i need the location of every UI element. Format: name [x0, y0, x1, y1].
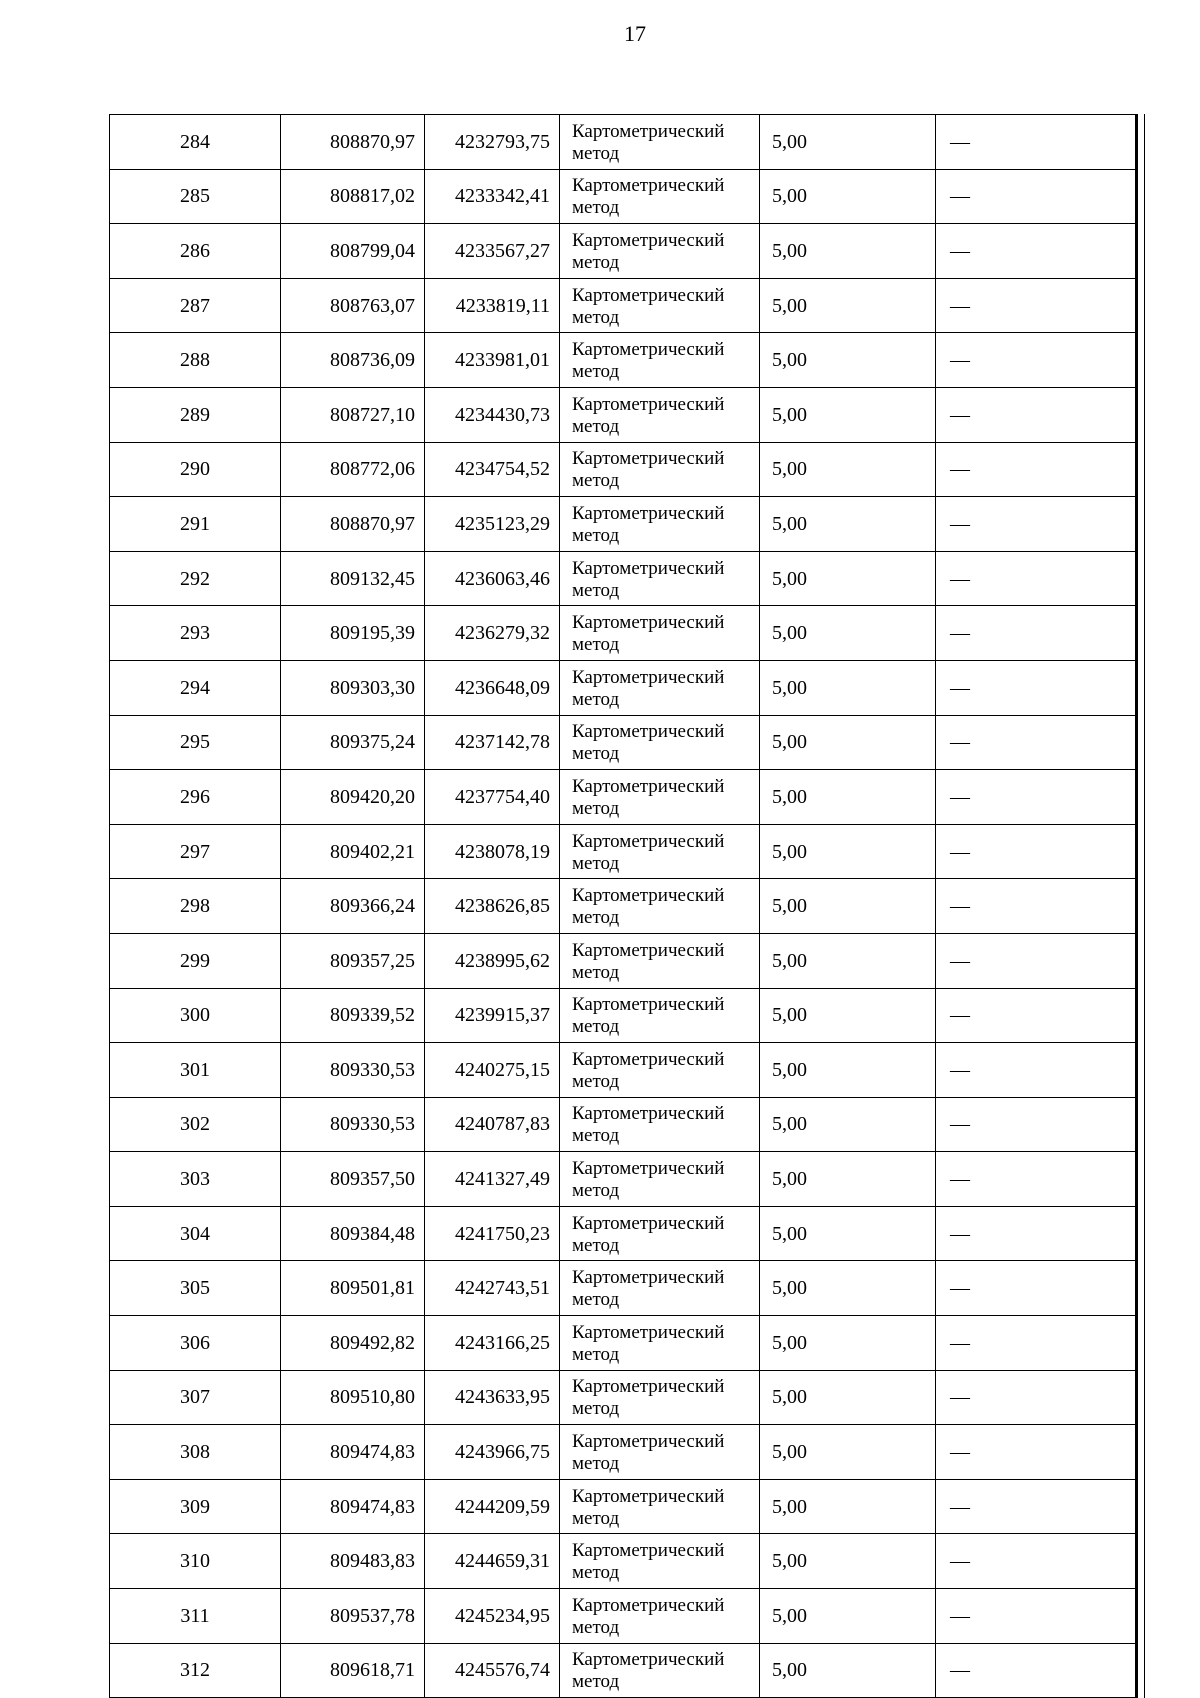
method-cell: Картометрический метод — [560, 1589, 760, 1644]
x-coordinate-cell: 809330,53 — [281, 1097, 425, 1152]
method-cell: Картометрический метод — [560, 824, 760, 879]
note-cell: — — [936, 879, 1137, 934]
method-cell: Картометрический метод — [560, 1370, 760, 1425]
accuracy-cell: 5,00 — [760, 1370, 936, 1425]
accuracy-cell: 5,00 — [760, 933, 936, 988]
accuracy-cell: 5,00 — [760, 660, 936, 715]
coordinates-table — [109, 114, 1138, 1698]
point-number-cell: 293 — [110, 606, 281, 661]
accuracy-cell: 5,00 — [760, 1043, 936, 1098]
table-row — [110, 1316, 1137, 1371]
accuracy-cell: 5,00 — [760, 497, 936, 552]
x-coordinate-cell: 809303,30 — [281, 660, 425, 715]
x-coordinate-cell: 809339,52 — [281, 988, 425, 1043]
table-row — [110, 1261, 1137, 1316]
method-cell: Картометрический метод — [560, 933, 760, 988]
point-number-cell: 298 — [110, 879, 281, 934]
table-row — [110, 824, 1137, 879]
x-coordinate-cell: 809357,50 — [281, 1152, 425, 1207]
x-coordinate-cell: 809132,45 — [281, 551, 425, 606]
y-coordinate-cell: 4245234,95 — [425, 1589, 560, 1644]
method-cell: Картометрический метод — [560, 1316, 760, 1371]
y-coordinate-cell: 4245576,74 — [425, 1643, 560, 1698]
y-coordinate-cell: 4240787,83 — [425, 1097, 560, 1152]
point-number-cell: 311 — [110, 1589, 281, 1644]
y-coordinate-cell: 4239915,37 — [425, 988, 560, 1043]
point-number-cell: 302 — [110, 1097, 281, 1152]
x-coordinate-cell: 809384,48 — [281, 1206, 425, 1261]
table-row — [110, 1425, 1137, 1480]
page-number: 17 — [624, 21, 646, 46]
y-coordinate-cell: 4238078,19 — [425, 824, 560, 879]
accuracy-cell: 5,00 — [760, 988, 936, 1043]
note-cell: — — [936, 715, 1137, 770]
method-cell: Картометрический метод — [560, 1534, 760, 1589]
table-row — [110, 1534, 1137, 1589]
accuracy-cell: 5,00 — [760, 1261, 936, 1316]
y-coordinate-cell: 4241750,23 — [425, 1206, 560, 1261]
point-number-cell: 312 — [110, 1643, 281, 1698]
point-number-cell: 294 — [110, 660, 281, 715]
x-coordinate-cell: 809618,71 — [281, 1643, 425, 1698]
y-coordinate-cell: 4241327,49 — [425, 1152, 560, 1207]
point-number-cell: 297 — [110, 824, 281, 879]
y-coordinate-cell: 4242743,51 — [425, 1261, 560, 1316]
table-row — [110, 387, 1137, 442]
method-cell: Картометрический метод — [560, 988, 760, 1043]
note-cell: — — [936, 442, 1137, 497]
method-cell: Картометрический метод — [560, 442, 760, 497]
point-number-cell: 306 — [110, 1316, 281, 1371]
table-row — [110, 115, 1137, 170]
table-row — [110, 988, 1137, 1043]
note-cell: — — [936, 169, 1137, 224]
accuracy-cell: 5,00 — [760, 115, 936, 170]
accuracy-cell: 5,00 — [760, 715, 936, 770]
note-cell: — — [936, 1479, 1137, 1534]
table-row — [110, 1479, 1137, 1534]
x-coordinate-cell: 809195,39 — [281, 606, 425, 661]
y-coordinate-cell: 4236063,46 — [425, 551, 560, 606]
table-row — [110, 1097, 1137, 1152]
point-number-cell: 310 — [110, 1534, 281, 1589]
point-number-cell: 308 — [110, 1425, 281, 1480]
note-cell: — — [936, 1043, 1137, 1098]
note-cell: — — [936, 1097, 1137, 1152]
method-cell: Картометрический метод — [560, 497, 760, 552]
note-cell: — — [936, 770, 1137, 825]
table-row — [110, 497, 1137, 552]
x-coordinate-cell: 809357,25 — [281, 933, 425, 988]
accuracy-cell: 5,00 — [760, 333, 936, 388]
table-row — [110, 879, 1137, 934]
method-cell: Картометрический метод — [560, 1425, 760, 1480]
x-coordinate-cell: 809537,78 — [281, 1589, 425, 1644]
accuracy-cell: 5,00 — [760, 551, 936, 606]
table-row — [110, 1370, 1137, 1425]
accuracy-cell: 5,00 — [760, 770, 936, 825]
point-number-cell: 301 — [110, 1043, 281, 1098]
point-number-cell: 303 — [110, 1152, 281, 1207]
method-cell: Картометрический метод — [560, 1043, 760, 1098]
point-number-cell: 290 — [110, 442, 281, 497]
y-coordinate-cell: 4244659,31 — [425, 1534, 560, 1589]
point-number-cell: 285 — [110, 169, 281, 224]
method-cell: Картометрический метод — [560, 879, 760, 934]
note-cell: — — [936, 333, 1137, 388]
accuracy-cell: 5,00 — [760, 1643, 936, 1698]
y-coordinate-cell: 4233819,11 — [425, 278, 560, 333]
method-cell: Картометрический метод — [560, 606, 760, 661]
table-row — [110, 1643, 1137, 1698]
coordinates-table-body — [110, 115, 1137, 1698]
accuracy-cell: 5,00 — [760, 606, 936, 661]
x-coordinate-cell: 809501,81 — [281, 1261, 425, 1316]
method-cell: Картометрический метод — [560, 1152, 760, 1207]
accuracy-cell: 5,00 — [760, 1589, 936, 1644]
note-cell: — — [936, 278, 1137, 333]
method-cell: Картометрический метод — [560, 1206, 760, 1261]
y-coordinate-cell: 4237142,78 — [425, 715, 560, 770]
accuracy-cell: 5,00 — [760, 387, 936, 442]
y-coordinate-cell: 4236648,09 — [425, 660, 560, 715]
x-coordinate-cell: 809510,80 — [281, 1370, 425, 1425]
accuracy-cell: 5,00 — [760, 442, 936, 497]
y-coordinate-cell: 4238626,85 — [425, 879, 560, 934]
note-cell: — — [936, 115, 1137, 170]
note-cell: — — [936, 497, 1137, 552]
y-coordinate-cell: 4235123,29 — [425, 497, 560, 552]
point-number-cell: 305 — [110, 1261, 281, 1316]
y-coordinate-cell: 4240275,15 — [425, 1043, 560, 1098]
point-number-cell: 307 — [110, 1370, 281, 1425]
point-number-cell: 300 — [110, 988, 281, 1043]
y-coordinate-cell: 4233981,01 — [425, 333, 560, 388]
method-cell: Картометрический метод — [560, 169, 760, 224]
method-cell: Картометрический метод — [560, 660, 760, 715]
note-cell: — — [936, 1206, 1137, 1261]
x-coordinate-cell: 809366,24 — [281, 879, 425, 934]
accuracy-cell: 5,00 — [760, 879, 936, 934]
note-cell: — — [936, 551, 1137, 606]
point-number-cell: 291 — [110, 497, 281, 552]
point-number-cell: 288 — [110, 333, 281, 388]
point-number-cell: 289 — [110, 387, 281, 442]
accuracy-cell: 5,00 — [760, 824, 936, 879]
x-coordinate-cell: 808799,04 — [281, 224, 425, 279]
note-cell: — — [936, 1534, 1137, 1589]
method-cell: Картометрический метод — [560, 1479, 760, 1534]
note-cell: — — [936, 606, 1137, 661]
accuracy-cell: 5,00 — [760, 1534, 936, 1589]
method-cell: Картометрический метод — [560, 770, 760, 825]
note-cell: — — [936, 1316, 1137, 1371]
table-row — [110, 606, 1137, 661]
method-cell: Картометрический метод — [560, 278, 760, 333]
y-coordinate-cell: 4236279,32 — [425, 606, 560, 661]
note-cell: — — [936, 1370, 1137, 1425]
table-row — [110, 1206, 1137, 1261]
x-coordinate-cell: 809330,53 — [281, 1043, 425, 1098]
y-coordinate-cell: 4234430,73 — [425, 387, 560, 442]
accuracy-cell: 5,00 — [760, 1479, 936, 1534]
table-row — [110, 169, 1137, 224]
x-coordinate-cell: 808727,10 — [281, 387, 425, 442]
table-row — [110, 333, 1137, 388]
accuracy-cell: 5,00 — [760, 1316, 936, 1371]
note-cell: — — [936, 824, 1137, 879]
table-row — [110, 660, 1137, 715]
y-coordinate-cell: 4232793,75 — [425, 115, 560, 170]
method-cell: Картометрический метод — [560, 715, 760, 770]
table-row — [110, 1152, 1137, 1207]
point-number-cell: 286 — [110, 224, 281, 279]
y-coordinate-cell: 4237754,40 — [425, 770, 560, 825]
x-coordinate-cell: 809402,21 — [281, 824, 425, 879]
accuracy-cell: 5,00 — [760, 1425, 936, 1480]
note-cell: — — [936, 1261, 1137, 1316]
table-row — [110, 551, 1137, 606]
method-cell: Картометрический метод — [560, 333, 760, 388]
y-coordinate-cell: 4233342,41 — [425, 169, 560, 224]
x-coordinate-cell: 809420,20 — [281, 770, 425, 825]
table-row — [110, 1589, 1137, 1644]
method-cell: Картометрический метод — [560, 224, 760, 279]
table-row — [110, 933, 1137, 988]
method-cell: Картометрический метод — [560, 1643, 760, 1698]
y-coordinate-cell: 4243633,95 — [425, 1370, 560, 1425]
method-cell: Картометрический метод — [560, 1261, 760, 1316]
method-cell: Картометрический метод — [560, 1097, 760, 1152]
note-cell: — — [936, 224, 1137, 279]
note-cell: — — [936, 660, 1137, 715]
accuracy-cell: 5,00 — [760, 278, 936, 333]
point-number-cell: 304 — [110, 1206, 281, 1261]
table-row — [110, 278, 1137, 333]
x-coordinate-cell: 808736,09 — [281, 333, 425, 388]
point-number-cell: 295 — [110, 715, 281, 770]
y-coordinate-cell: 4244209,59 — [425, 1479, 560, 1534]
note-cell: — — [936, 1589, 1137, 1644]
x-coordinate-cell: 808763,07 — [281, 278, 425, 333]
note-cell: — — [936, 387, 1137, 442]
x-coordinate-cell: 809483,83 — [281, 1534, 425, 1589]
y-coordinate-cell: 4234754,52 — [425, 442, 560, 497]
point-number-cell: 296 — [110, 770, 281, 825]
table-row — [110, 442, 1137, 497]
table-row — [110, 224, 1137, 279]
x-coordinate-cell: 808772,06 — [281, 442, 425, 497]
point-number-cell: 292 — [110, 551, 281, 606]
x-coordinate-cell: 809474,83 — [281, 1479, 425, 1534]
x-coordinate-cell: 809492,82 — [281, 1316, 425, 1371]
accuracy-cell: 5,00 — [760, 1152, 936, 1207]
point-number-cell: 284 — [110, 115, 281, 170]
y-coordinate-cell: 4233567,27 — [425, 224, 560, 279]
y-coordinate-cell: 4238995,62 — [425, 933, 560, 988]
table-row — [110, 1043, 1137, 1098]
accuracy-cell: 5,00 — [760, 1206, 936, 1261]
method-cell: Картометрический метод — [560, 551, 760, 606]
x-coordinate-cell: 808870,97 — [281, 497, 425, 552]
x-coordinate-cell: 809474,83 — [281, 1425, 425, 1480]
note-cell: — — [936, 933, 1137, 988]
x-coordinate-cell: 809375,24 — [281, 715, 425, 770]
method-cell: Картометрический метод — [560, 115, 760, 170]
note-cell: — — [936, 1425, 1137, 1480]
note-cell: — — [936, 1643, 1137, 1698]
y-coordinate-cell: 4243166,25 — [425, 1316, 560, 1371]
method-cell: Картометрический метод — [560, 387, 760, 442]
x-coordinate-cell: 808817,02 — [281, 169, 425, 224]
coordinates-table-wrapper — [109, 114, 1139, 1698]
note-cell: — — [936, 1152, 1137, 1207]
x-coordinate-cell: 808870,97 — [281, 115, 425, 170]
point-number-cell: 309 — [110, 1479, 281, 1534]
y-coordinate-cell: 4243966,75 — [425, 1425, 560, 1480]
table-row — [110, 770, 1137, 825]
accuracy-cell: 5,00 — [760, 224, 936, 279]
point-number-cell: 299 — [110, 933, 281, 988]
point-number-cell: 287 — [110, 278, 281, 333]
accuracy-cell: 5,00 — [760, 169, 936, 224]
accuracy-cell: 5,00 — [760, 1097, 936, 1152]
note-cell: — — [936, 988, 1137, 1043]
table-row — [110, 715, 1137, 770]
